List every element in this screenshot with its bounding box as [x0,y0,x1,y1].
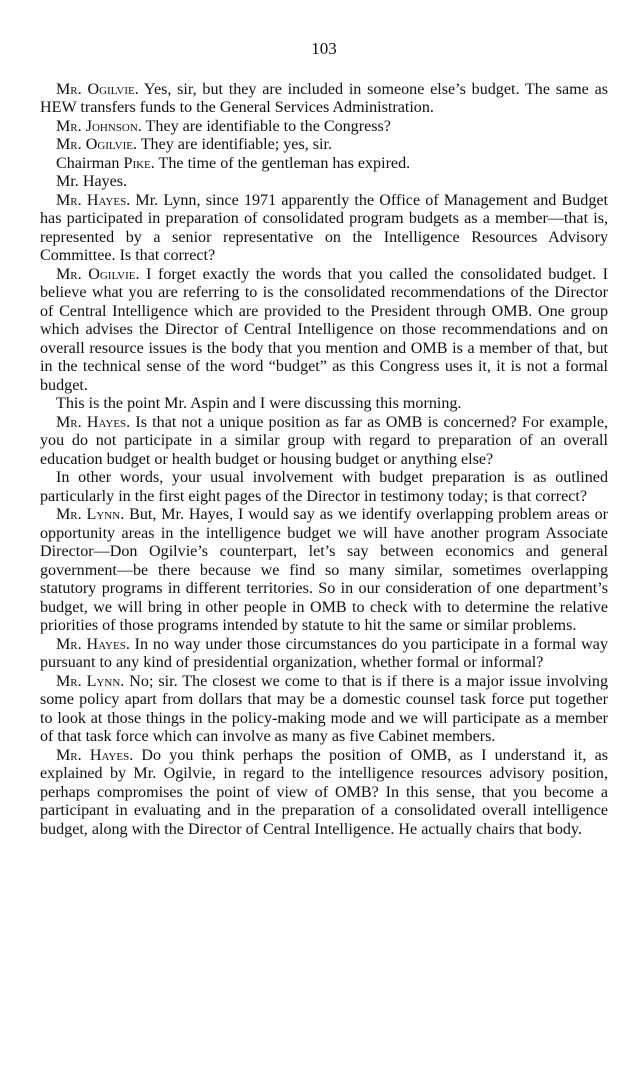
paragraph-1 [40,81,608,118]
paragraph-text: The time of the gentleman has expired. [154,154,411,172]
paragraph-7 [40,266,608,396]
paragraph-text: They are identifiable; yes, sir. [136,136,332,153]
speaker-name: Mr. Hayes. [56,635,130,653]
speaker-name: Mr. Lynn. [56,506,125,523]
paragraph-2 [40,118,608,137]
speaker-name: Mr. Hayes. [56,746,134,764]
speaker-name: Mr. Hayes. [56,191,131,209]
paragraph-text: Mr. Lynn, since 1971 apparently the Office of Management and Budget has participated in preparation of consolidated program budgets as a member—that is, represented by a senior representative on the Intelligence Resources Advisory Committee. Is that correct? [40,191,608,264]
document-page [40,40,608,839]
paragraph-text: I forget exactly the words that you called the consolidated budget. I believe what you are referring to is the consolidated recommendations of the Director of Central Intelligence which are provided to the President through OMB. One group which advises the Director of Central Intelligence on those recommendations and on overall resource issues is the body that you mention and OMB is a member of that, but in the technical sense of the word “budget” as this Congress uses it, it is not a formal budget. [40,265,608,394]
speaker-name: Mr. Lynn. [56,672,125,690]
speaker-name: Mr. Ogilvie. [56,80,139,98]
paragraph-10 [40,469,608,506]
paragraph-8 [40,395,608,414]
paragraph-text: Chairman [56,154,124,172]
paragraph-11 [40,506,608,636]
paragraph-text: Do you think perhaps the position of OMB, as I understand it, as explained by Mr. Ogilvie, in regard to the intelligence resources advisory position, perhaps compromises the point of view of OMB? In this sense, that you become a participant in evaluating and in the preparation of a consolidated overall intelligence budget, along with the Director of Central Intelligence. He actually chairs that body. [40,746,609,838]
paragraph-text: In other words, your usual involvement with budget preparation is as outlined particularly in the first eight pages of the Director in testimony today; is that correct? [40,469,608,505]
paragraph-text: Yes, sir, but they are included in someone else’s budget. The same as HEW transfers funds to the General Services Administration. [40,80,609,116]
paragraph-text: This is the point Mr. Aspin and I were discussing this morning. [56,395,462,412]
speaker-name: Mr. Hayes. [56,413,131,431]
paragraph-5 [40,173,608,192]
speaker-name: Pike. [123,154,155,172]
paragraph-14 [40,747,608,840]
speaker-name: Mr. Ogilvie. [56,265,140,283]
paragraph-6 [40,192,608,266]
paragraph-text: Mr. Hayes. [56,173,128,190]
paragraph-12 [40,636,608,673]
paragraph-9 [40,414,608,470]
speaker-name: Mr. Ogilvie. [56,136,137,153]
speaker-name: Mr. Johnson. [56,117,142,135]
paragraph-13 [40,673,608,747]
paragraph-text: In no way under those circumstances do you participate in a formal way pursuant to any kind of presidential organization, whether formal or informal? [40,635,608,671]
paragraph-text: No; sir. The closest we come to that is if there is a major issue involving some policy apart from dollars that may be a domestic counsel task force put together to look at those things in the policy-making mode and we will participate as a member of that task force which can involve as many as five Cabinet members. [40,672,608,745]
paragraph-text: They are identifiable to the Congress? [141,117,391,135]
page-number: 103 [311,39,337,58]
paragraph-text: Is that not a unique position as far as OMB is concerned? For example, you do not participate in a similar group with regard to preparation of an overall education budget or health budget or housing budget or anything else? [40,413,608,468]
paragraph-text: But, Mr. Hayes, I would say as we identify overlapping problem areas or opportunity areas in the intelligence budget we will have another program Associate Director—Don Ogilvie’s counterpart, let’s say between economics and general government—be there because we find so many similar, sometimes overlapping statutory programs in different territories. So in our consideration of one department’s budget, we will bring in other people in OMB to check with to determine the relative priorities of those programs intended by statute to hit the same or similar problems. [40,506,608,634]
paragraph-4 [40,155,608,174]
paragraph-3 [40,136,608,155]
